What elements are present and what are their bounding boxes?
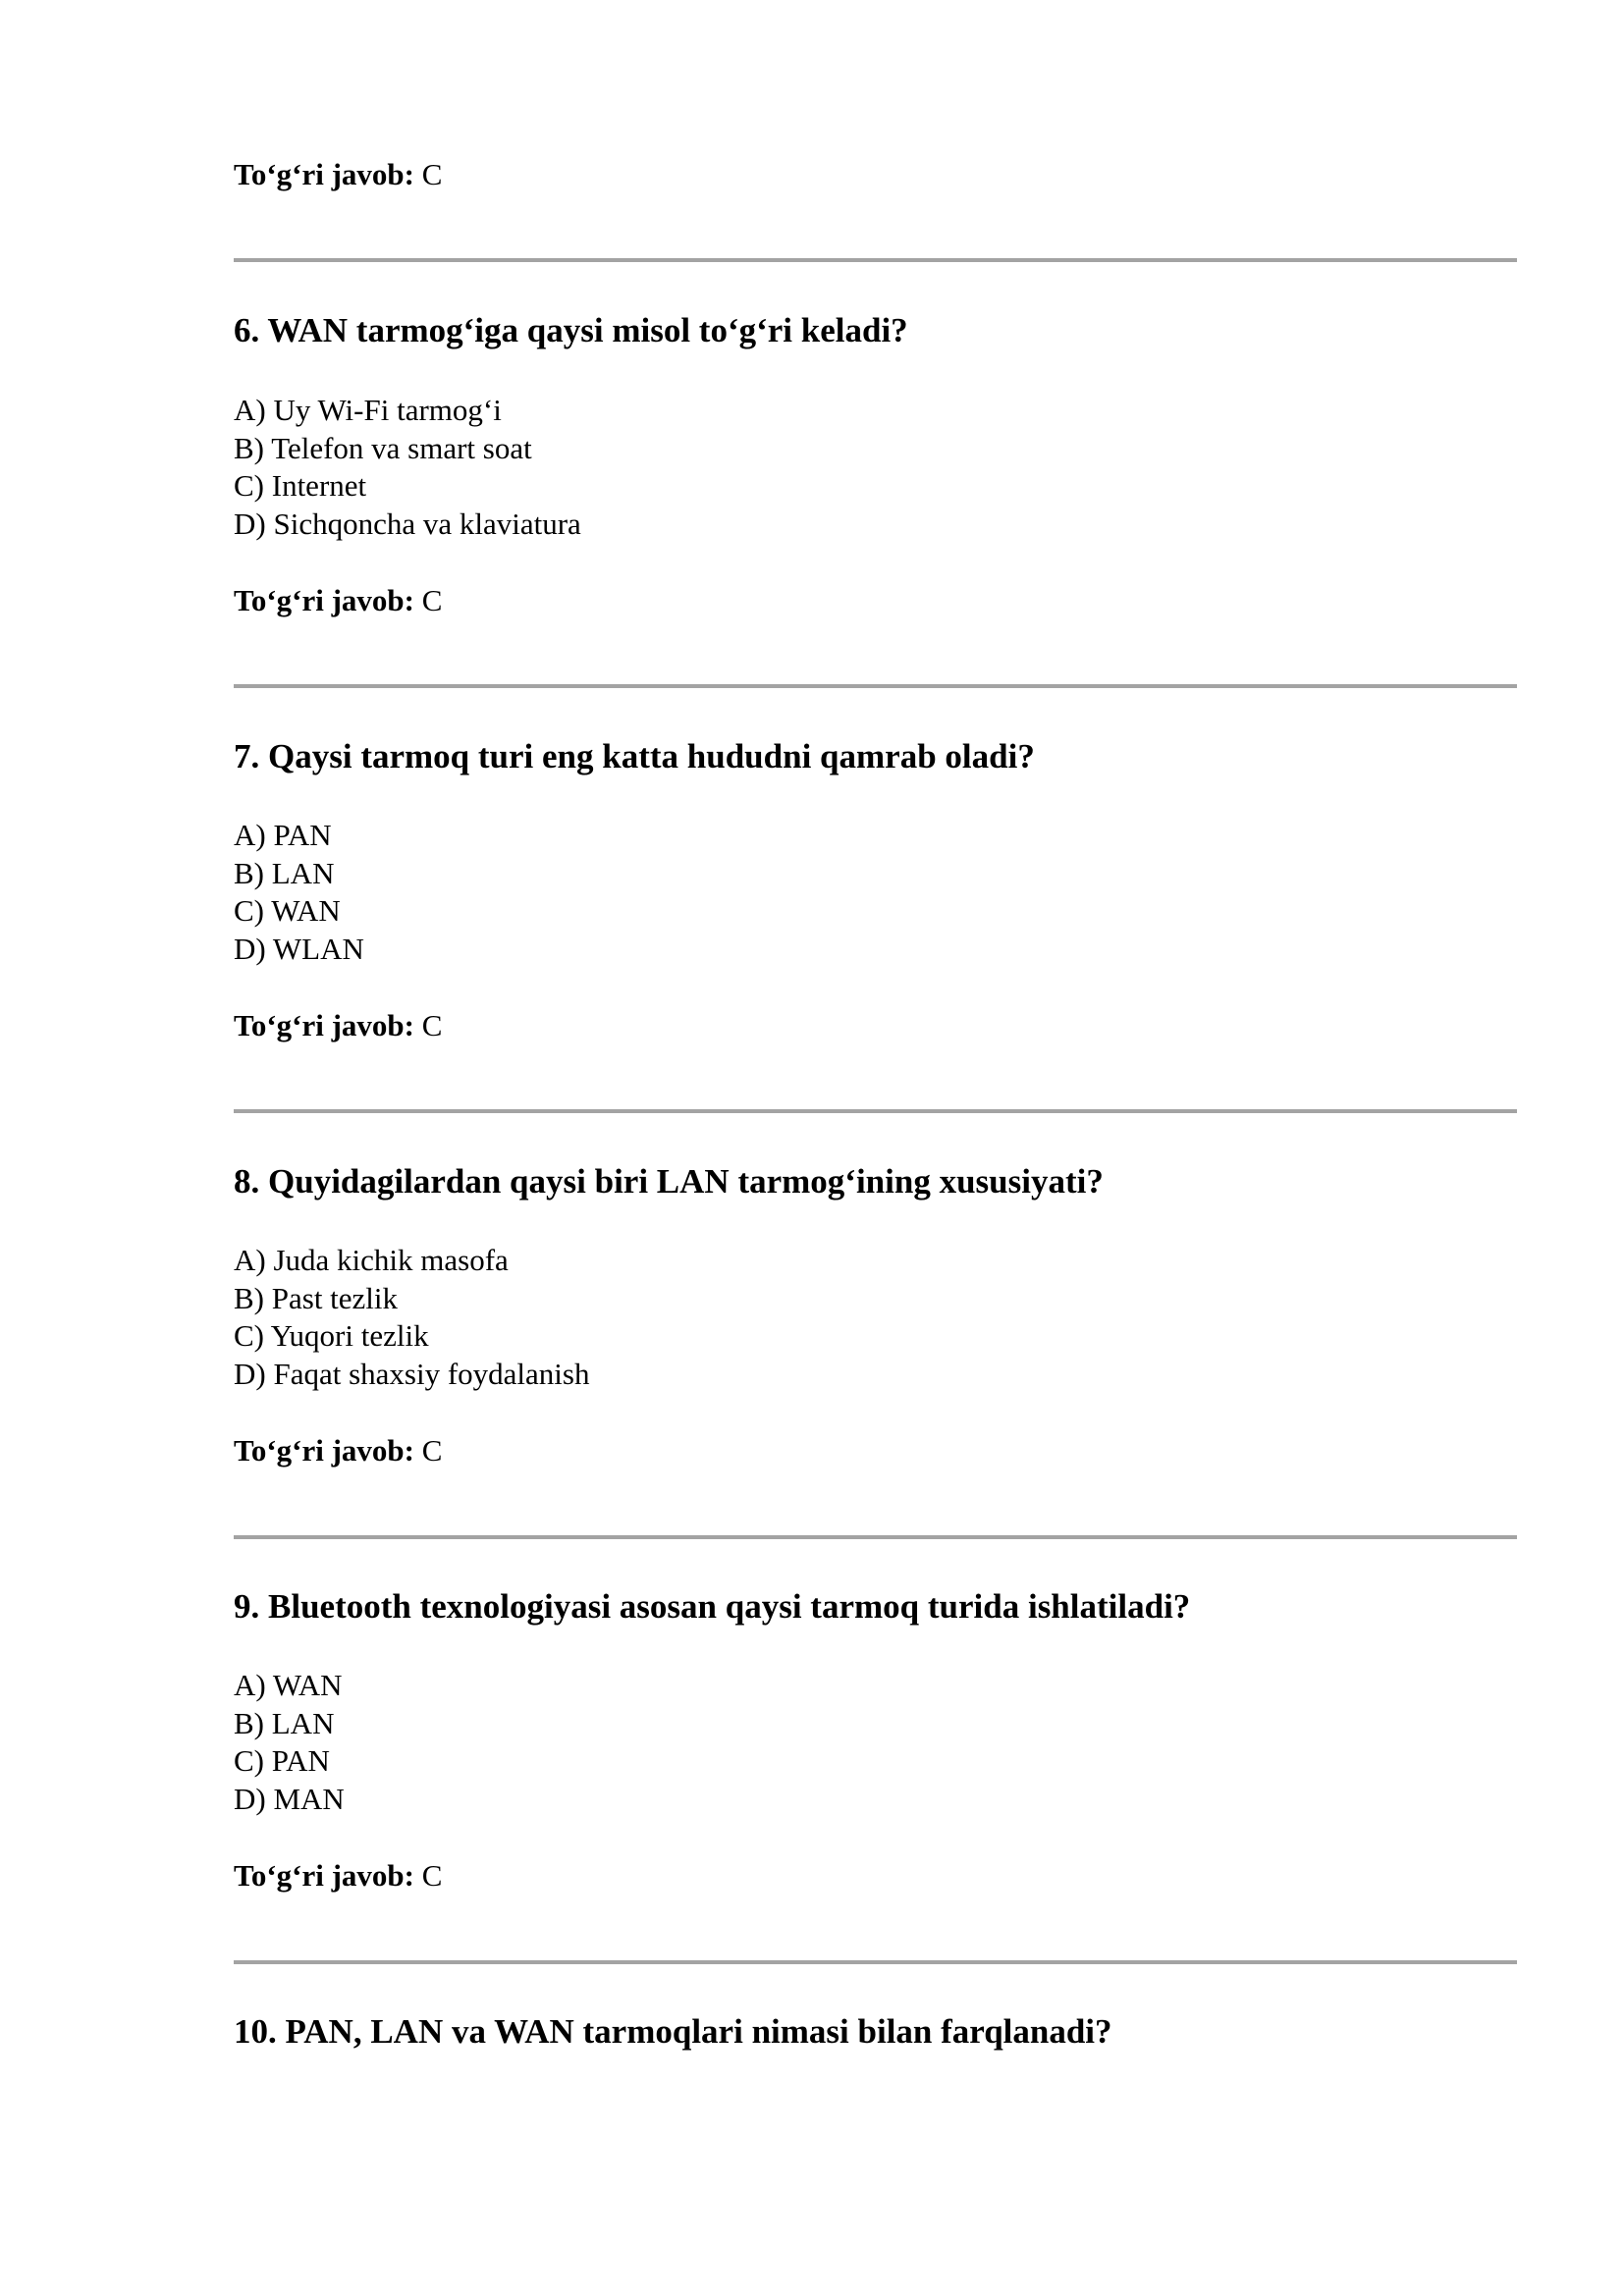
question-7-options xyxy=(234,817,364,968)
question-6-options xyxy=(234,392,581,543)
answer-value: C xyxy=(421,583,443,617)
question-9-title: 9. Bluetooth texnologiyasi asosan qaysi tarmoq turida ishlatiladi? xyxy=(234,1587,1191,1626)
option-b: B) Past tezlik xyxy=(234,1280,399,1315)
divider xyxy=(234,1109,1517,1113)
answer-value: C xyxy=(421,1008,443,1042)
option-d: D) Faqat shaxsiy foydalanish xyxy=(234,1356,590,1391)
correct-answer-q7 xyxy=(234,1008,442,1043)
divider xyxy=(234,684,1517,688)
answer-value: C xyxy=(421,1858,443,1893)
correct-answer-q9 xyxy=(234,1858,442,1894)
divider xyxy=(234,1535,1517,1539)
option-b: B) Telefon va smart soat xyxy=(234,430,532,465)
answer-label: To‘g‘ri javob: xyxy=(234,1433,414,1468)
correct-answer-q5 xyxy=(234,157,442,192)
divider xyxy=(234,258,1517,262)
option-c: C) Internet xyxy=(234,468,367,503)
option-c: C) WAN xyxy=(234,893,341,928)
correct-answer-q6 xyxy=(234,583,442,618)
option-c: C) Yuqori tezlik xyxy=(234,1318,429,1353)
answer-value: C xyxy=(421,1433,443,1468)
option-d: D) Sichqoncha va klaviatura xyxy=(234,506,581,541)
option-b: B) LAN xyxy=(234,855,335,890)
option-a: A) PAN xyxy=(234,818,332,852)
answer-label: To‘g‘ri javob: xyxy=(234,583,414,617)
option-c: C) PAN xyxy=(234,1743,330,1778)
question-9-options xyxy=(234,1667,345,1818)
option-b: B) LAN xyxy=(234,1705,335,1740)
correct-answer-q8 xyxy=(234,1433,442,1468)
answer-value: C xyxy=(421,157,443,191)
question-10-title: 10. PAN, LAN va WAN tarmoqlari nimasi bilan farqlanadi? xyxy=(234,2012,1112,2051)
option-a: A) Juda kichik masofa xyxy=(234,1243,509,1277)
answer-label: To‘g‘ri javob: xyxy=(234,157,414,191)
answer-label: To‘g‘ri javob: xyxy=(234,1858,414,1893)
question-8-options xyxy=(234,1242,589,1393)
question-7-title: 7. Qaysi tarmoq turi eng katta hududni qamrab oladi? xyxy=(234,737,1035,775)
question-8-title: 8. Quyidagilardan qaysi biri LAN tarmog‘ining xususiyati? xyxy=(234,1162,1104,1201)
option-a: A) Uy Wi-Fi tarmog‘i xyxy=(234,393,502,427)
option-d: D) MAN xyxy=(234,1781,345,1816)
option-d: D) WLAN xyxy=(234,931,364,966)
divider xyxy=(234,1960,1517,1964)
question-6-title: 6. WAN tarmog‘iga qaysi misol to‘g‘ri keladi? xyxy=(234,311,908,349)
answer-label: To‘g‘ri javob: xyxy=(234,1008,414,1042)
option-a: A) WAN xyxy=(234,1668,343,1702)
